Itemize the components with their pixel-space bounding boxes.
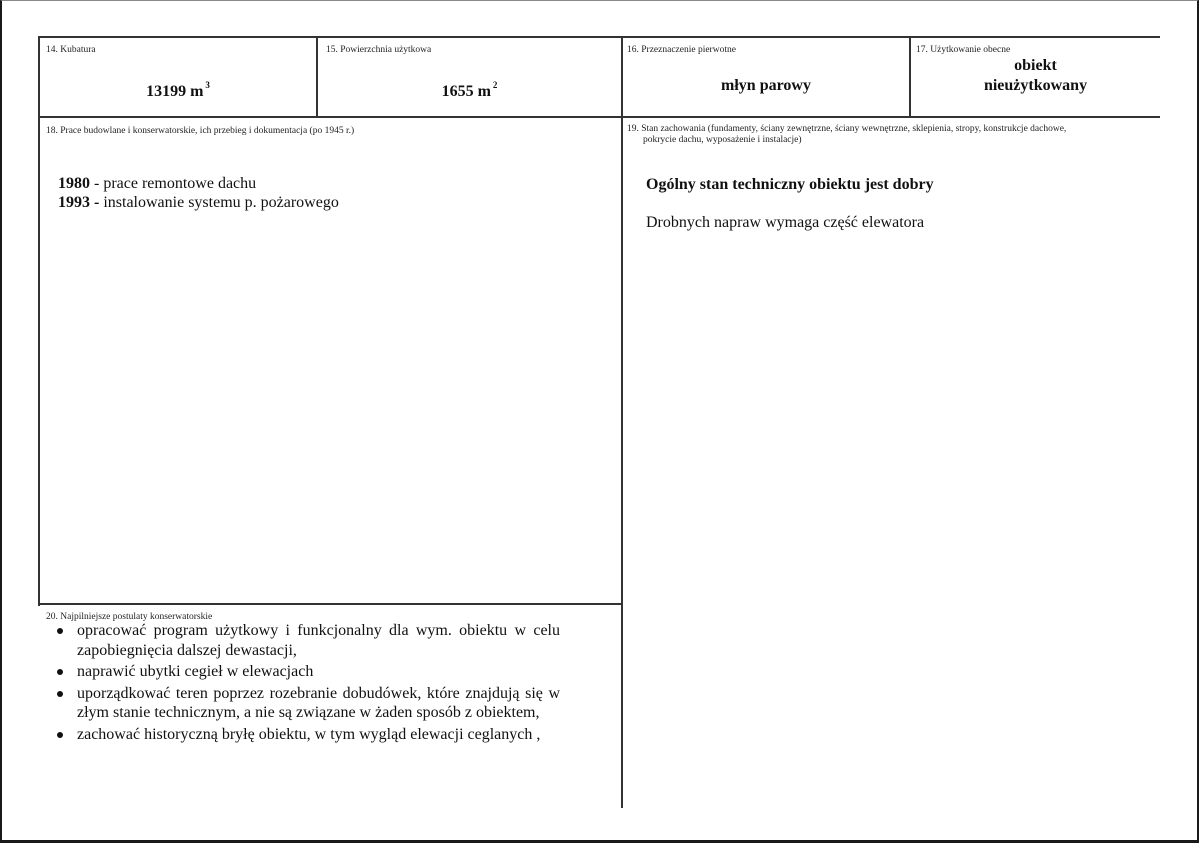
field18-entry: [58, 174, 256, 193]
divider-row1: [38, 116, 1160, 118]
list-item: naprawić ubytki cegieł w elewacjach: [55, 662, 560, 682]
field18-entry-text: instalowanie systemu p. pożarowego: [99, 194, 339, 211]
field18-entry-text: - prace remontowe dachu: [90, 175, 257, 192]
list-item: uporządkować teren poprzez rozebranie dobudówek, które znajdują się w złym stanie technicznym, a nie są związane w żaden sposób z obiektem,: [55, 684, 560, 723]
field16-label: 16. Przeznaczenie pierwotne: [627, 45, 736, 55]
field18-entry-year: 1993 -: [58, 194, 100, 211]
field15-value: [318, 75, 621, 102]
list-item: opracować program użytkowy i funkcjonalny dla wym. obiektu w celu zapobiegnięcia dalszej dewastacji,: [55, 621, 560, 660]
field15-unit-exponent: 2: [492, 80, 498, 90]
field20-label: 20. Najpilniejsze postulaty konserwatorskie: [46, 612, 213, 622]
divider-col2: [621, 36, 623, 808]
field19-label-line2: pokrycie dachu, wyposażenie i instalacje): [643, 135, 802, 145]
field18-entry: [58, 193, 339, 212]
field19-label-line1: 19. Stan zachowania (fundamenty, ściany zewnętrzne, ściany wewnętrzne, sklepienia, stropy, konstrukcje dachowe,: [627, 124, 1067, 134]
field15-value-text: 1655 m: [441, 83, 491, 100]
field19-note: Drobnych napraw wymaga część elewatora: [646, 214, 925, 231]
field18-label: 18. Prace budowlane i konserwatorskie, ich przebieg i dokumentacja (po 1945 r.): [46, 126, 355, 136]
divider-section20: [38, 603, 623, 605]
field14-value: [40, 75, 316, 102]
field14-unit-exponent: 3: [205, 80, 210, 90]
list-item: zachować historyczną bryłę obiektu, w tym wygląd elewacji ceglanych ,: [55, 725, 560, 745]
field20-postulates-list: [55, 621, 560, 746]
field17-label: 17. Użytkowanie obecne: [916, 45, 1011, 55]
field16-value: młyn parowy: [721, 77, 811, 94]
field14-value-text: 13199 m: [146, 83, 204, 100]
field19-summary: Ogólny stan techniczny obiektu jest dobry: [646, 176, 934, 193]
field17-value-line2: nieużytkowany: [983, 77, 1088, 94]
field18-entry-year: 1980: [58, 175, 90, 192]
divider-top: [38, 36, 1160, 38]
field14-label: 14. Kubatura: [46, 45, 96, 55]
field15-label: 15. Powierzchnia użytkowa: [326, 45, 432, 55]
divider-left: [38, 36, 40, 606]
field17-value-line1: obiekt: [1014, 57, 1057, 74]
